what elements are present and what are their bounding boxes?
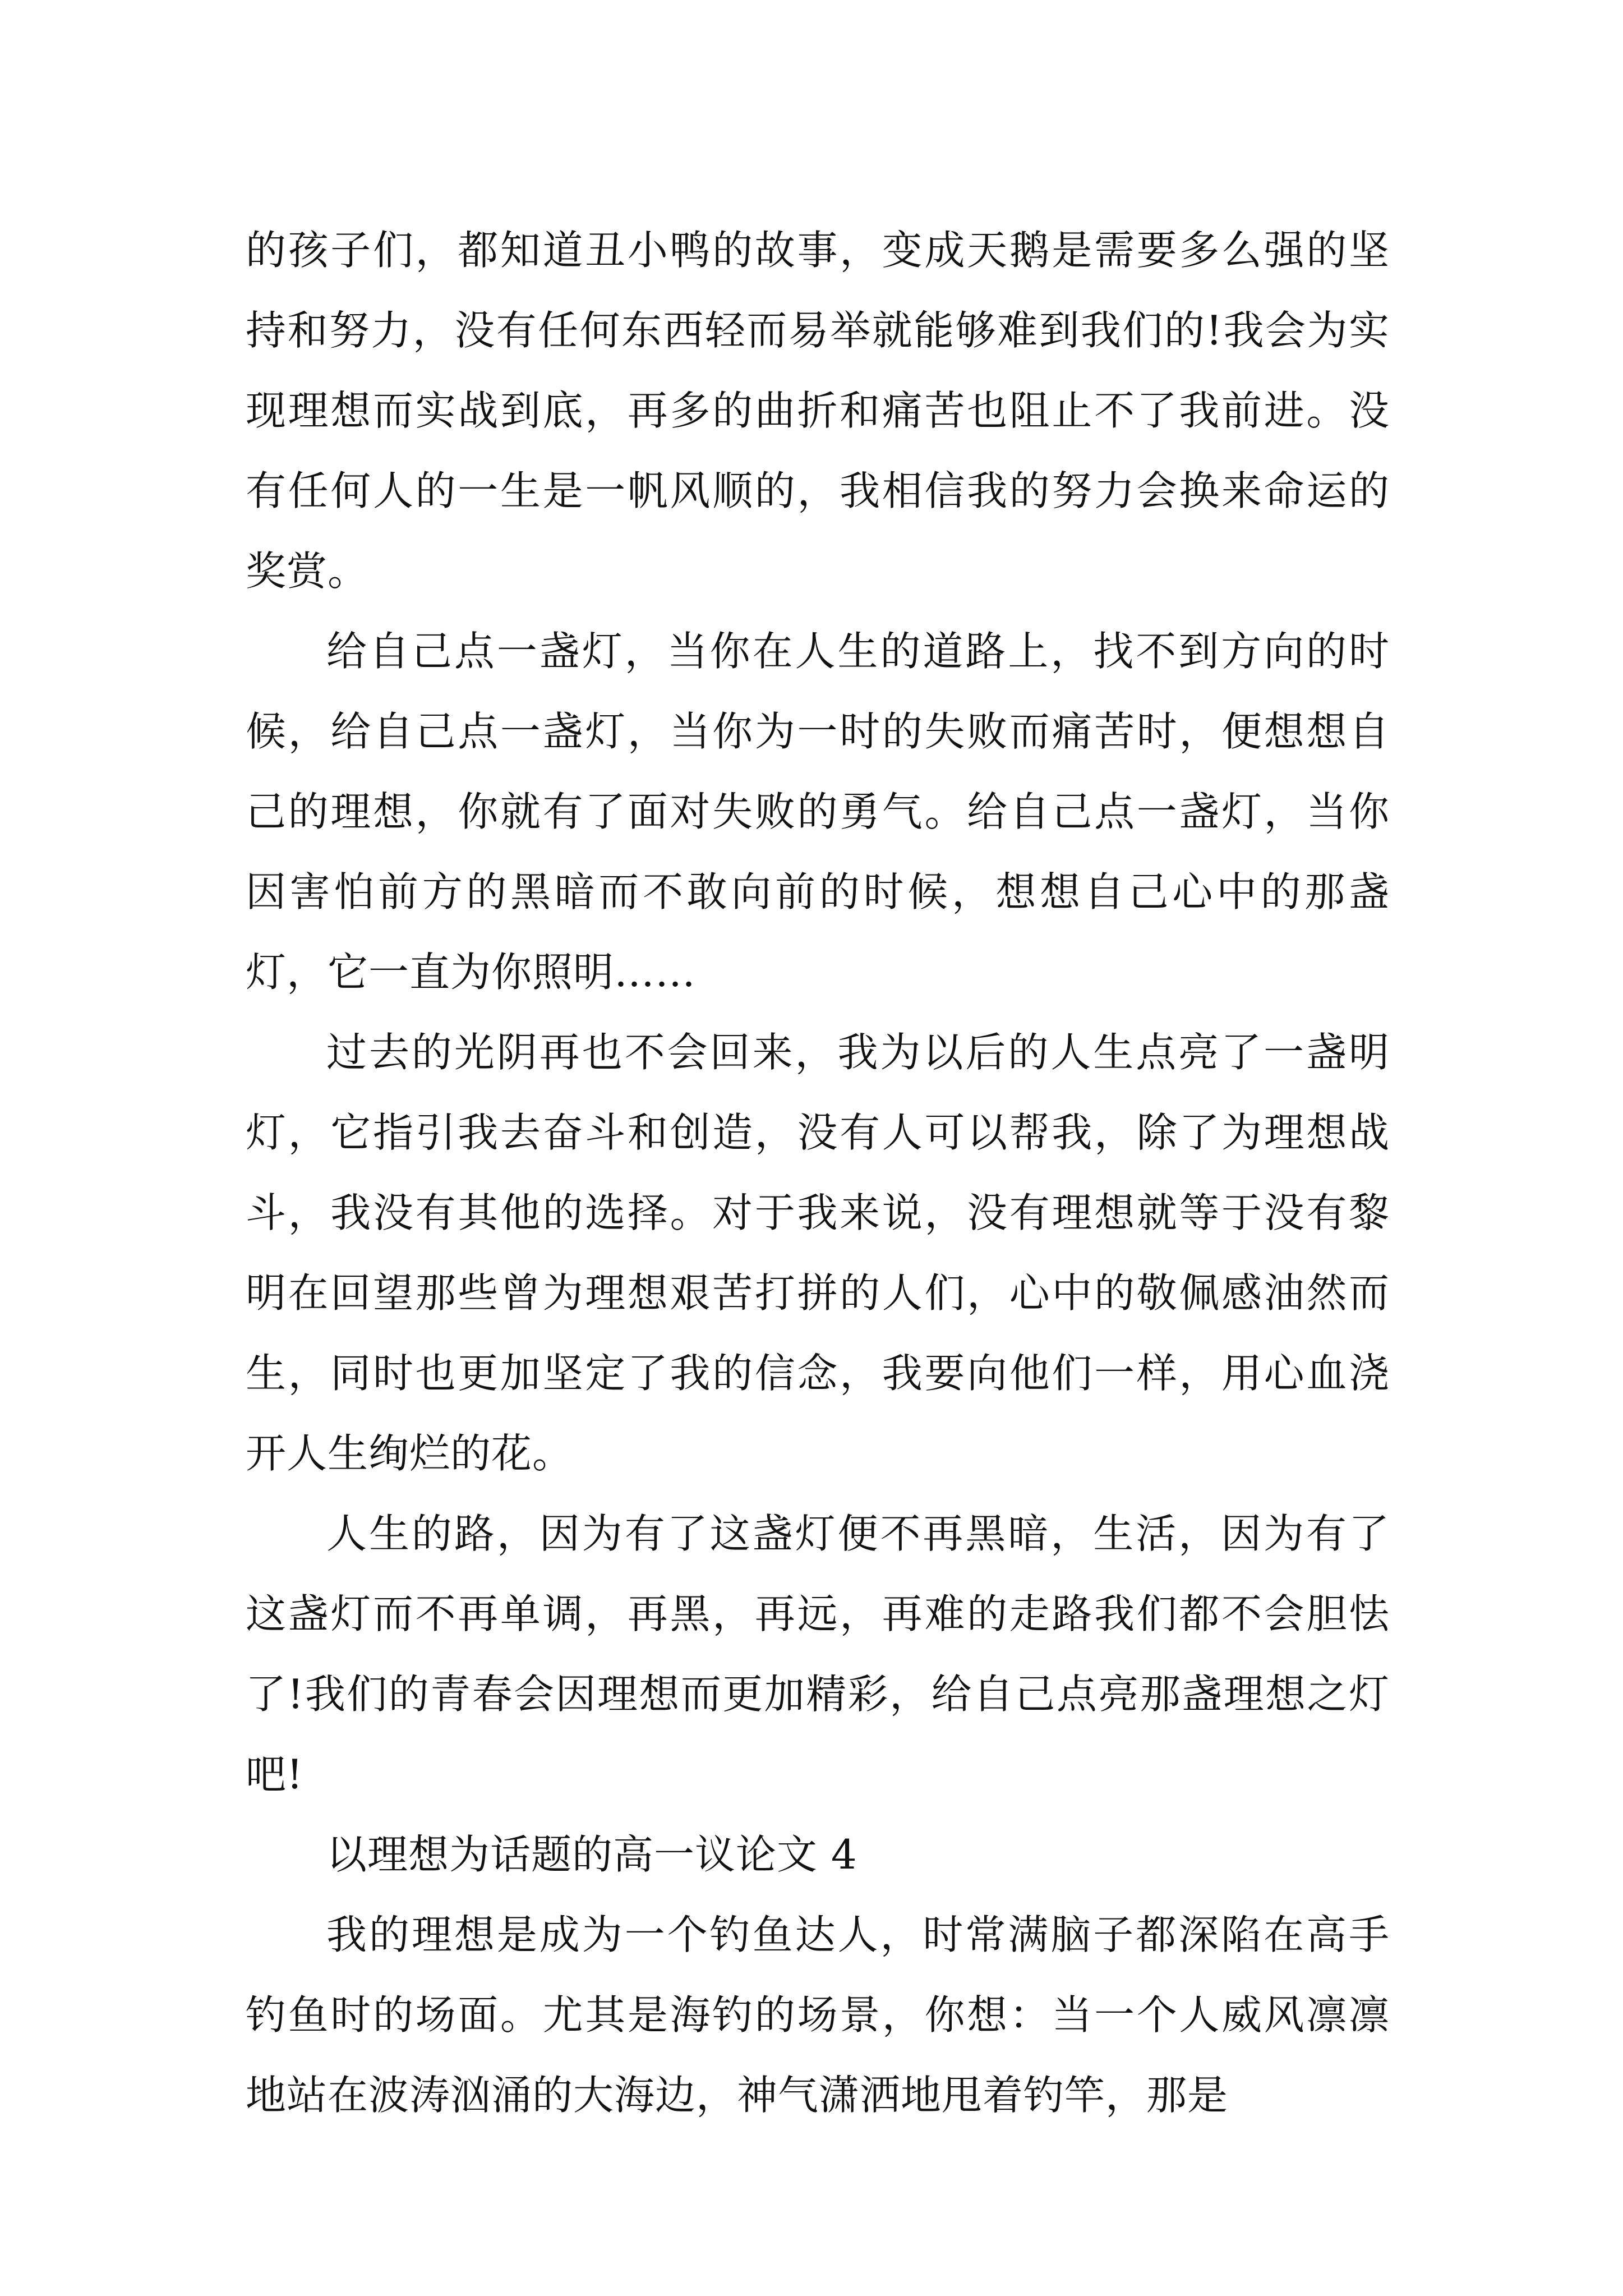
paragraph-past-time: 过去的光阴再也不会回来，我为以后的人生点亮了一盏明灯，它指引我去奋斗和创造，没有人可以帮我，除了为理想战斗，我没有其他的选择。对于我来说，没有理想就等于没有黎明在回望那些曾为理想艰苦打拼的人们，心中的敬佩感油然而生，同时也更加坚定了我的信念，我要向他们一样，用心血浇开人生绚烂的花。 (246, 1029, 1390, 1477)
paragraph-light-a-lamp: 给自己点一盏灯，当你在人生的道路上，找不到方向的时候，给自己点一盏灯，当你为一时的失败而痛苦时，便想想自己的理想，你就有了面对失败的勇气。给自己点一盏灯，当你因害怕前方的黑暗而不敢向前的时候，想想自己心中的那盏灯，它一直为你照明…… (246, 628, 1390, 996)
paragraph-continuation: 的孩子们，都知道丑小鸭的故事，变成天鹅是需要多么强的坚持和努力，没有任何东西轻而易举就能够难到我们的!我会为实现理想而实战到底，再多的曲折和痛苦也阻止不了我前进。没有任何人的一生是一帆风顺的，我相信我的努力会换来命运的奖赏。 (246, 227, 1390, 595)
section-heading: 以理想为话题的高一议论文 4 (326, 1831, 857, 1878)
document-body (246, 210, 1390, 2136)
paragraph-life-road: 人生的路，因为有了这盏灯便不再黑暗，生活，因为有了这盏灯而不再单调，再黑，再远，再难的走路我们都不会胆怯了!我们的青春会因理想而更加精彩，给自己点亮那盏理想之灯吧! (246, 1510, 1390, 1798)
paragraph-fishing-dream: 我的理想是成为一个钓鱼达人，时常满脑子都深陷在高手钓鱼时的场面。尤其是海钓的场景，你想：当一个人威风凛凛地站在波涛汹涌的大海边，神气潇洒地甩着钓竿，那是 (246, 1911, 1390, 2119)
